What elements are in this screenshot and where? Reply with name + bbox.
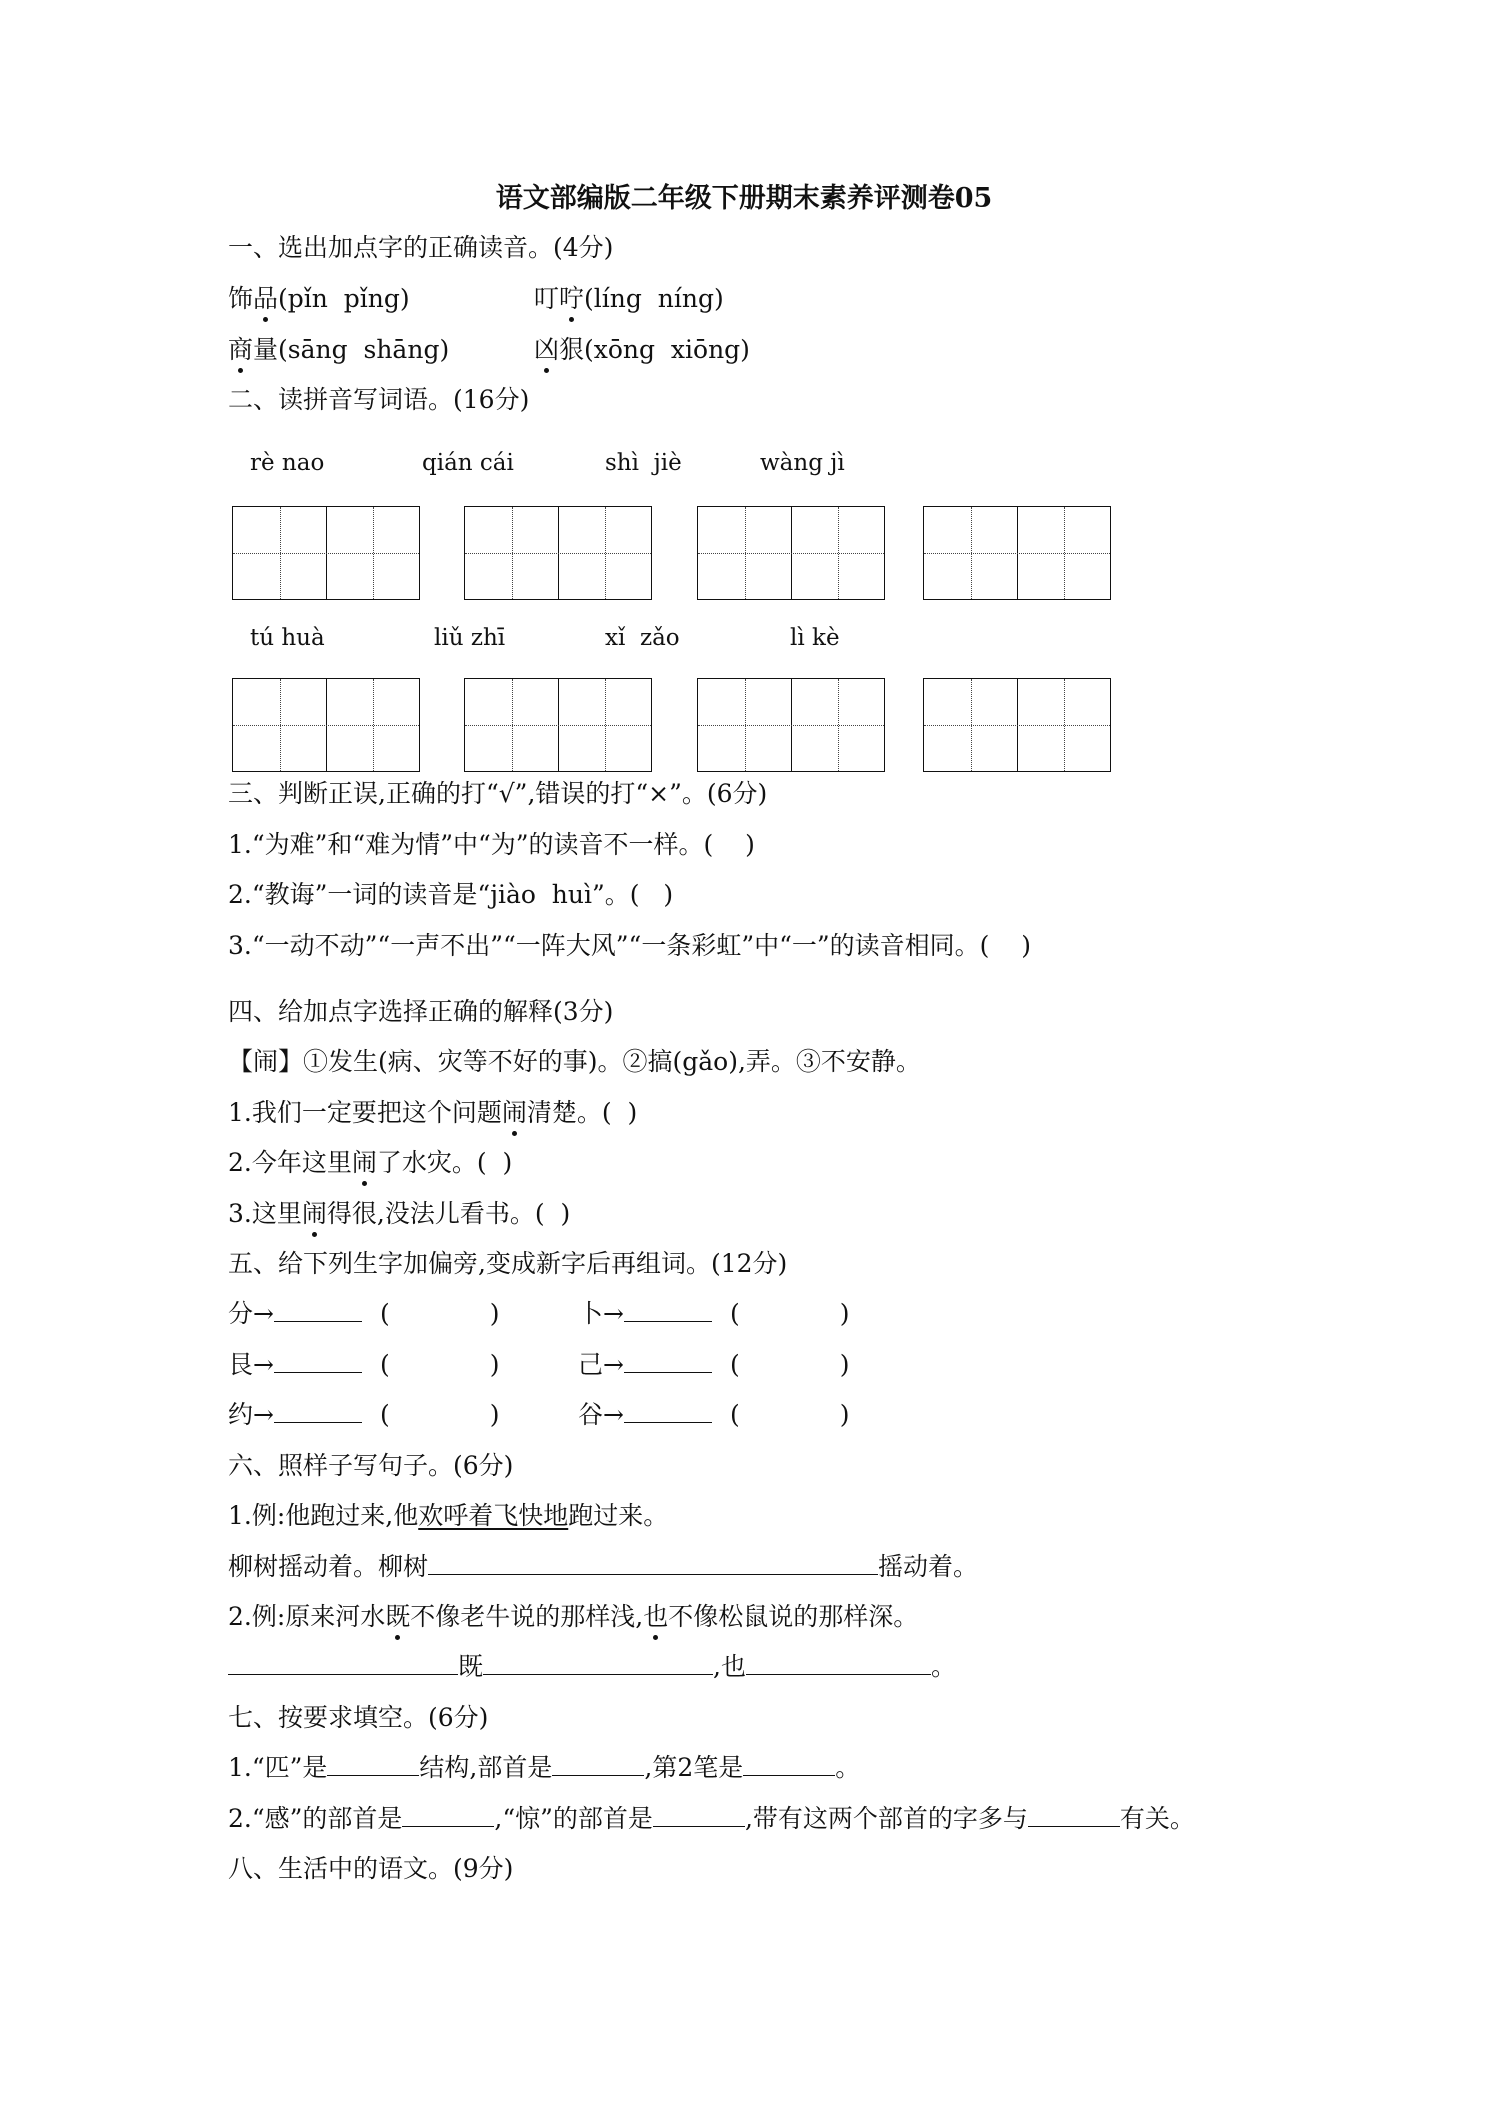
writing-grid[interactable]: [464, 678, 652, 772]
s5-right-row: 卜→ ( ): [578, 1299, 850, 1328]
writing-grid[interactable]: [697, 506, 885, 600]
pinyin-1: rè nao: [250, 450, 325, 476]
pinyin-4: wàng jì: [760, 450, 845, 476]
section-1-heading: 一、选出加点字的正确读音。(4分): [228, 233, 614, 262]
writing-grid[interactable]: [923, 678, 1111, 772]
s1-item-1: 饰品(pǐn pǐng): [228, 284, 410, 313]
pinyin-7: xǐ zǎo: [605, 625, 680, 651]
s3-question-3: 3.“一动不动”“一声不出”“一阵大风”“一条彩虹”中“一”的读音相同。( ): [228, 931, 1031, 960]
s4-question-2: 2.今年这里闹了水灾。( ): [228, 1148, 513, 1177]
s5-right-row: 己→ ( ): [578, 1350, 850, 1379]
s6-example-2: 2.例:原来河水既不像老牛说的那样浅,也不像松鼠说的那样深。: [228, 1602, 919, 1631]
section-3-heading: 三、判断正误,正确的打“√”,错误的打“×”。(6分): [228, 779, 768, 808]
pinyin-3: shì jiè: [605, 450, 682, 476]
s1-item-4: 凶狠(xōng xiōng): [534, 335, 750, 364]
s6-answer-1: 柳树摇动着。柳树 摇动着。: [228, 1552, 979, 1581]
section-6-heading: 六、照样子写句子。(6分): [228, 1451, 514, 1480]
s7-question-2: 2.“感”的部首是 ,“惊”的部首是 ,带有这两个部首的字多与 有关。: [228, 1804, 1195, 1833]
s4-definition: 【闹】①发生(病、灾等不好的事)。②搞(gǎo),弄。③不安静。: [228, 1047, 921, 1076]
writing-grid[interactable]: [232, 678, 420, 772]
page-title: 语文部编版二年级下册期末素养评测卷05: [495, 183, 993, 214]
pinyin-8: lì kè: [790, 625, 840, 651]
section-7-heading: 七、按要求填空。(6分): [228, 1703, 489, 1732]
s6-example-1: 1.例:他跑过来,他欢呼着飞快地跑过来。: [228, 1501, 669, 1530]
s5-right-row: 谷→ ( ): [578, 1400, 850, 1429]
s6-answer-2: 既 ,也 。: [228, 1651, 956, 1683]
section-8-heading: 八、生活中的语文。(9分): [228, 1854, 514, 1883]
writing-grid[interactable]: [232, 506, 420, 600]
s1-item-3: 商量(sāng shāng): [228, 335, 450, 364]
pinyin-2: qián cái: [422, 450, 514, 476]
s3-question-2: 2.“教诲”一词的读音是“jiào huì”。( ): [228, 880, 674, 909]
s3-question-1: 1.“为难”和“难为情”中“为”的读音不一样。( ): [228, 830, 755, 859]
s1-item-2: 叮咛(líng níng): [534, 284, 724, 313]
section-5-heading: 五、给下列生字加偏旁,变成新字后再组词。(12分): [228, 1249, 788, 1278]
s5-left-row: 约→ ( ): [228, 1400, 500, 1429]
s5-left-row: 艮→ ( ): [228, 1350, 500, 1379]
s4-question-1: 1.我们一定要把这个问题闹清楚。( ): [228, 1098, 638, 1127]
writing-grid[interactable]: [464, 506, 652, 600]
writing-grid[interactable]: [697, 678, 885, 772]
pinyin-5: tú huà: [250, 625, 325, 651]
writing-grid[interactable]: [923, 506, 1111, 600]
s4-question-3: 3.这里闹得很,没法儿看书。( ): [228, 1199, 571, 1228]
pinyin-6: liǔ zhī: [434, 625, 506, 651]
s5-left-row: 分→ ( ): [228, 1299, 500, 1328]
section-2-heading: 二、读拼音写词语。(16分): [228, 385, 530, 414]
s7-question-1: 1.“匹”是 结构,部首是 ,第2笔是 。: [228, 1753, 861, 1782]
section-4-heading: 四、给加点字选择正确的解释(3分): [228, 997, 614, 1026]
